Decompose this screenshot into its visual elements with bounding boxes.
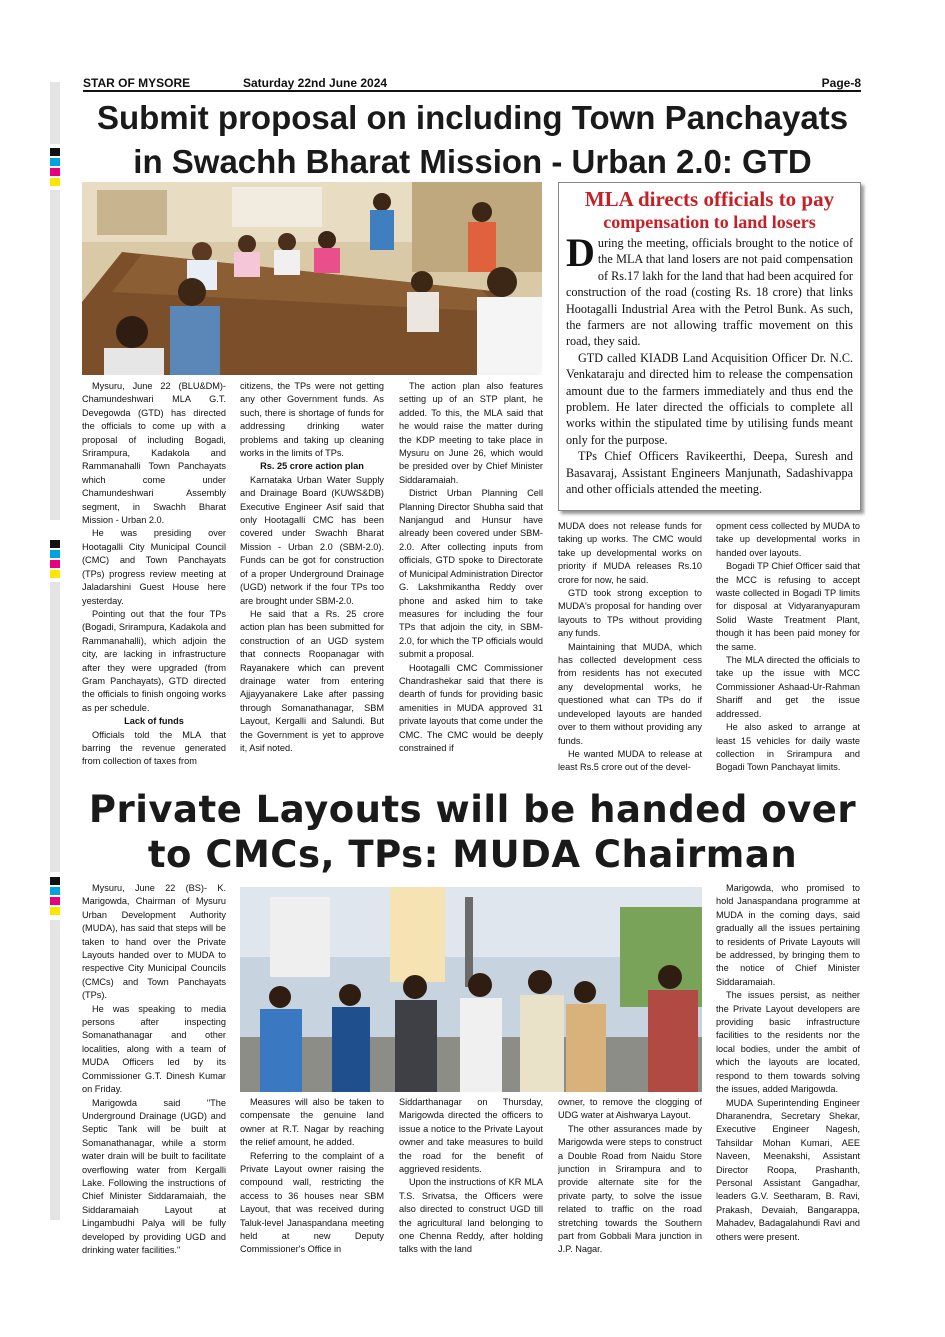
paragraph: The MLA directed the officials to take up the issue with MCC Commissioner Ashaad-Ur-Rahman Shariff and get the issue addressed. xyxy=(716,655,860,719)
registration-swatch-black xyxy=(50,877,60,885)
paragraph: Bogadi TP Chief Officer said that the MCC is refusing to accept waste collected in Bogadi TP limits for disposal at Vidyaranyapuram Solid Waste Treatment Plant, though it has been paid money for the same. xyxy=(716,561,860,652)
article-1-column-1 xyxy=(82,380,226,785)
registration-swatch-cyan xyxy=(50,550,60,558)
registration-swatch-black xyxy=(50,540,60,548)
article-1-column-5 xyxy=(716,520,860,785)
paragraph: He said that a Rs. 25 crore action plan has been submitted for construction of an UGD system that connects Roopanagar with Rayanakere which can prevent drainage water from entering Ajjayyanakere Lake after passing through Somanathanagar, SBM Layout, Kergalli and Salundi. But the Government is yet to approve it, Asif noted. xyxy=(240,608,384,753)
sidebar-title: compensation to land losers xyxy=(603,212,816,232)
paragraph: TPs Chief Officers Ravikeerthi, Deepa, Suresh and Basavaraj, Assistant Engineers Manjunath, Sadashivappa and other officials attended the meeting. xyxy=(566,449,853,497)
paragraph: uring the meeting, officials brought to the notice of the MLA that land losers are not paid compensation of Rs.17 lakh for the land that had been acquired for construction of the road (costing Rs. 18 crore) that links Hootagalli Industrial Area with the Petrol Bunk. As such, the farmers are not allowing traffic movement on this road, they said. xyxy=(566,236,853,349)
registration-bar xyxy=(50,190,60,520)
paragraph: Referring to the complaint of a Private Layout owner raising the compound wall, restricting the access to 36 houses near SBM Layout, that was received during Taluk-level Janaspandana meeting held at new Deputy Commissioner's Office in xyxy=(240,1150,384,1255)
meeting-photo xyxy=(82,182,542,375)
paragraph: Maintaining that MUDA, which has collected development cess from residents has not executed any developmental works, he questioned what can TPs do if undeveloped layouts are handed over to them without providing any funds. xyxy=(558,641,702,746)
registration-swatch-magenta xyxy=(50,560,60,568)
paragraph: Upon the instructions of KR MLA T.S. Srivatsa, the Officers were also directed to construct UGD till the agricultural land belonging to one Chenna Reddy, after holding talks with the land xyxy=(399,1177,543,1255)
page-number: Page-8 xyxy=(821,76,861,90)
paragraph: He was speaking to media persons after inspecting Somanathanagar and other localities, along with a team of MUDA Officers led by its Commissioner G.T. Dinesh Kumar on Friday. xyxy=(82,1003,226,1095)
paragraph: The issues persist, as neither the Private Layout developers are providing basic infrastructure facilities to the residents nor the local bodies, under the ambit of which the layouts are located, respond to them towards solving the issues, added Marigowda. xyxy=(716,990,860,1095)
paragraph: Measures will also be taken to compensate the genuine land owner at R.T. Nagar by reaching the relief amount, he added. xyxy=(240,1097,384,1148)
paragraph: Pointing out that the four TPs (Bogadi, Srirampura, Kadakola and Rammanahalli), which adjoin the city, are lacking in infrastructure after they were upgraded (from Gram Panchayats), GTD directed the officials to finish ongoing works as per schedule. xyxy=(82,608,226,713)
sidebar-title: MLA directs officials to pay xyxy=(584,187,835,211)
paragraph: He wanted MUDA to release at least Rs.5 crore out of the devel- xyxy=(558,748,702,773)
paper-name: STAR OF MYSORE xyxy=(83,76,191,90)
inspection-photo-image xyxy=(240,887,702,1092)
article-2-column-2 xyxy=(240,1096,384,1277)
headline-line: to CMCs, TPs: MUDA Chairman xyxy=(147,833,798,876)
meeting-photo-image xyxy=(82,182,542,375)
headline-article-2 xyxy=(75,787,870,877)
headline-line: Private Layouts will be handed over xyxy=(88,788,857,831)
headline-line: Submit proposal on including Town Panchayats xyxy=(96,99,849,136)
paragraph: He was presiding over Hootagalli City Municipal Council (CMC) and Town Panchayats (TPs) progress review meeting at Jaladarshini Guest House here yesterday. xyxy=(82,528,226,606)
registration-swatch-magenta xyxy=(50,897,60,905)
paragraph: opment cess collected by MUDA to take up developmental works in handed over layouts. xyxy=(716,521,860,558)
paragraph: GTD called KIADB Land Acquisition Officer Dr. N.C. Venkataraju and directed him to release the compensation amount due to the farmers immediately and thus end the problem. He later directed the officials to complete all works within the stipulated time by utilising funds meant only for the purpose. xyxy=(566,350,853,447)
registration-bar xyxy=(50,920,60,1220)
paragraph: GTD took strong exception to MUDA's proposal for handing over layouts to TPs without providing any funds. xyxy=(558,588,702,639)
paragraph: MUDA does not release funds for taking up works. The CMC would take up developmental works on priority if MUDA releases Rs.10 crore for now, he said. xyxy=(558,521,702,585)
article-2-column-5 xyxy=(716,882,860,1277)
headline-article-1 xyxy=(75,96,870,184)
subheading: Rs. 25 crore action plan xyxy=(260,461,364,472)
registration-swatch-cyan xyxy=(50,158,60,166)
paragraph: He also asked to arrange at least 15 vehicles for daily waste collection in Srirampura and Bogadi Town Panchayat limits. xyxy=(716,722,860,773)
paragraph: owner, to remove the clogging of UDG water at Aishwarya Layout. xyxy=(558,1097,702,1121)
article-2-column-1 xyxy=(82,882,226,1277)
masthead xyxy=(83,76,861,92)
issue-date: Saturday 22nd June 2024 xyxy=(243,76,388,90)
paragraph: The other assurances made by Marigowda were steps to construct a Double Road from Naidu Store junction in Srirampura and to provide alternate site for the private party, to solve the issue related to traffic on the road stretching towards the Southern part from Gobbali Mara junction in J.P. Nagar. xyxy=(558,1123,702,1255)
paragraph: Mysuru, June 22 (BS)- K. Marigowda, Chairman of Mysuru Urban Development Authority (MUDA), has said that steps will be taken to hand over the Private Layouts handed over to MUDA to respective City Municipal Councils (CMCs) and Town Panchayats (TPs). xyxy=(82,883,226,1001)
article-1-column-4 xyxy=(558,520,702,785)
article-1-column-3 xyxy=(399,380,543,785)
paragraph: Marigowda, who promised to hold Janaspandana programme at MUDA in the coming days, said gradually all the issues pertaining to residents of Private Layouts will be addressed, by bringing them to the notice of Chief Minister Siddaramaiah. xyxy=(716,883,860,987)
article-2-column-4 xyxy=(558,1096,702,1277)
paragraph: Mysuru, June 22 (BLU&DM)- Chamundeshwari MLA G.T. Devegowda (GTD) has directed the officials to come up with a proposal of including Bogadi, Srirampura, Kadakola and Rammanahalli Town Panchayats which come under Chamundeshwari Assembly segment, in Swachh Bharat Mission - Urban 2.0. xyxy=(82,381,226,526)
registration-swatch-magenta xyxy=(50,168,60,176)
inspection-photo xyxy=(240,887,702,1092)
registration-bar xyxy=(50,82,60,144)
headline-line: in Swachh Bharat Mission - Urban 2.0: GTD xyxy=(133,143,812,180)
sidebar-story-box xyxy=(558,182,861,511)
paragraph: MUDA Superintending Engineer Dharanendra, Secretary Shekar, Executive Engineer Nagesh, Tahsildar Mohan Kumari, AEE Naveen, Meenakshi, Assistant Director Roopa, Prashanth, Personal Assistant Gangadhar, leaders G.V. Seetharam, B. Ravi, Prakash, Devaiah, Bangarappa, Mahadev, Badagalahundi Ravi and others were present. xyxy=(716,1097,860,1242)
paragraph: Siddarthanagar on Thursday, Marigowda directed the officers to issue a notice to the Private Layout owner and take measures to build the road for the benefit of aggrieved residents. xyxy=(399,1097,543,1175)
paragraph: Karnataka Urban Water Supply and Drainage Board (KUWS&DB) Executive Engineer Asif said that only Hootagalli CMC has been covered under Swachh Bharat Mission - Urban 2.0 (SBM-2.0). Funds can be got for construction of a proper Underground Drainage (UGD) network if the four TPs too are brought under SBM-2.0. xyxy=(240,474,384,606)
subheading: Lack of funds xyxy=(124,716,184,727)
drop-cap: D xyxy=(566,230,595,275)
paragraph: District Urban Planning Cell Planning Director Shubha said that Nanjangud and Hunsur have already been covered under SBM-2.0. After collecting inputs from officials, GTD spoke to Directorate of Municipal Administration Director G. Lakshmikantha Reddy over phone and asked him to take measures for including the four TPs that adjoin the city, in SBM-2.0, for which the TP officials would submit a proposal. xyxy=(399,488,543,660)
registration-swatch-yellow xyxy=(50,570,60,578)
paragraph: The action plan also features setting up of an STP plant, he added. To this, the MLA said that he would raise the matter during the KDP meeting to take place in Mysuru on June 26, which would be presided over by Chief Minister Siddaramaiah. xyxy=(399,381,543,485)
registration-bar xyxy=(50,582,60,872)
paragraph: citizens, the TPs were not getting any other Government funds. As such, there is shortage of funds for addressing drinking water problems and taking up cleaning works in the limits of TPs. xyxy=(240,381,384,459)
registration-swatch-yellow xyxy=(50,178,60,186)
paragraph: Officials told the MLA that barring the revenue generated from collection of taxes from xyxy=(82,729,226,767)
registration-swatch-cyan xyxy=(50,887,60,895)
article-2-column-3 xyxy=(399,1096,543,1277)
paragraph: Marigowda said "The Underground Drainage (UGD) and Septic Tank will be built at Somanathanagar, while a storm water drain will be built to facilitate overflowing water from Kergalli Lake. Following the instructions of Chief Minister Siddaramaiah, the Siddaramaiah Layout at Lingambudhi Palya will be fully developed by providing UGD and drinking water facilities." xyxy=(82,1097,226,1255)
paragraph: Hootagalli CMC Commissioner Chandrashekar said that there is dearth of funds for providing basic amenities in MUDA approved 31 private layouts that come under the CMC. The CMC would be deeply constrained if xyxy=(399,662,543,753)
registration-swatch-black xyxy=(50,148,60,156)
article-1-column-2 xyxy=(240,380,384,785)
registration-swatch-yellow xyxy=(50,907,60,915)
